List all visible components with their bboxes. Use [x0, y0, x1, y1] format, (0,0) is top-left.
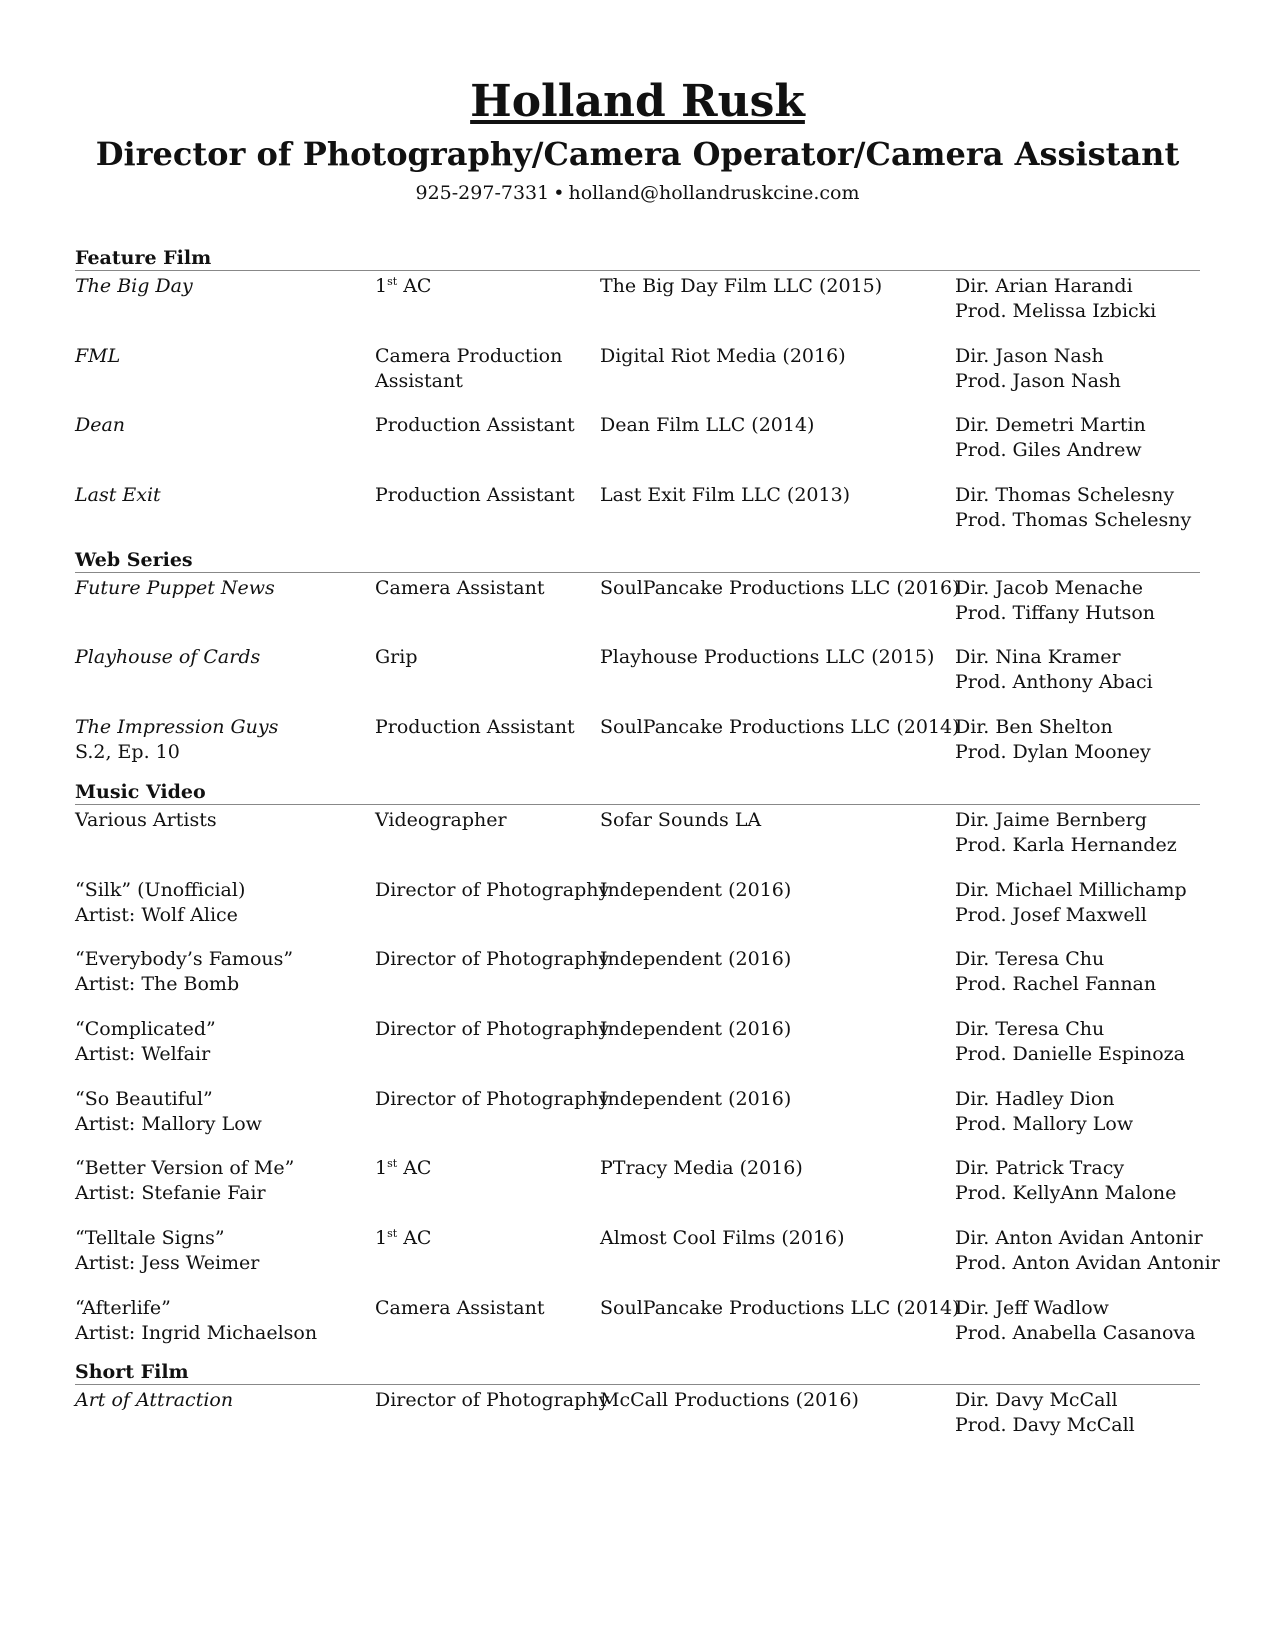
project-subtitle: Artist: Mallory Low [75, 1112, 262, 1135]
role-ordinal: st [387, 1227, 398, 1240]
role-text: Videographer [375, 809, 507, 831]
producer: Prod. Melissa Izbicki [955, 299, 1157, 322]
director: Dir. Teresa Chu [955, 948, 1105, 970]
company: SoulPancake Productions LLC (2014) [600, 716, 960, 738]
director: Dir. Thomas Schelesny [955, 484, 1175, 506]
producer: Prod. Karla Hernandez [955, 833, 1177, 856]
credits-cell [955, 1087, 1205, 1136]
contact-line [0, 180, 1275, 206]
company: SoulPancake Productions LLC (2016) [600, 577, 960, 599]
project-title-cell [75, 274, 365, 299]
project-title: “Everybody’s Famous” [75, 948, 294, 970]
company: Digital Riot Media (2016) [600, 345, 846, 367]
role-text: Director of Photography [375, 1088, 610, 1110]
company: Sofar Sounds LA [600, 809, 762, 831]
project-subtitle: Artist: Welfair [75, 1042, 211, 1065]
project-title-cell [75, 1156, 365, 1205]
role [375, 274, 595, 299]
role-text: Production Assistant [375, 484, 575, 506]
project-subtitle: Artist: Ingrid Michaelson [75, 1321, 318, 1344]
credits-cell [955, 483, 1205, 532]
resume-header [0, 76, 1275, 206]
company: McCall Productions (2016) [600, 1389, 859, 1411]
project-title: Last Exit [75, 484, 161, 506]
director: Dir. Michael Millichamp [955, 879, 1187, 901]
role-text: Production Assistant [375, 716, 575, 738]
role-cell [375, 1017, 610, 1042]
role-cell [375, 576, 595, 601]
director: Dir. Jason Nash [955, 345, 1104, 367]
company: Independent (2016) [600, 1018, 792, 1040]
role [375, 1226, 595, 1251]
role-text: 1 [375, 275, 388, 297]
project-title: “So Beautiful” [75, 1088, 213, 1110]
project-subtitle: Artist: Stefanie Fair [75, 1181, 266, 1204]
project-title-cell [75, 808, 365, 833]
phone-number: 925-297-7331 [415, 182, 550, 204]
role-suffix: AC [397, 275, 432, 297]
project-title: “Complicated” [75, 1018, 216, 1040]
project-title: Art of Attraction [75, 1389, 234, 1411]
section-music-video [75, 780, 1220, 1344]
project-title: “Afterlife” [75, 1297, 171, 1319]
producer: Prod. Mallory Low [955, 1112, 1134, 1135]
producer: Prod. Jason Nash [955, 369, 1121, 392]
role [375, 715, 595, 740]
project-subtitle: Artist: The Bomb [75, 972, 240, 995]
director: Dir. Jeff Wadlow [955, 1297, 1109, 1319]
producer: Prod. Anabella Casanova [955, 1321, 1196, 1344]
email-address: holland@hollandruskcine.com [568, 182, 860, 204]
company: Last Exit Film LLC (2013) [600, 484, 851, 506]
credits-cell [955, 274, 1205, 323]
role [375, 878, 610, 903]
role-cell [375, 413, 595, 438]
role-cell [375, 274, 595, 299]
role [375, 1156, 595, 1181]
director: Dir. Davy McCall [955, 1389, 1118, 1411]
credits-cell [955, 1296, 1205, 1345]
project-title-cell [75, 715, 365, 764]
job-titles: Director of Photography/Camera Operator/Camera Assistant [95, 135, 1180, 173]
company: Independent (2016) [600, 879, 792, 901]
role-text: Camera Assistant [375, 577, 545, 599]
company: Almost Cool Films (2016) [600, 1227, 845, 1249]
director: Dir. Anton Avidan Antonir [955, 1227, 1203, 1249]
director: Dir. Hadley Dion [955, 1088, 1115, 1110]
role [375, 808, 595, 833]
section-feature-film [75, 246, 1200, 531]
role [375, 413, 595, 438]
role [375, 1296, 595, 1321]
role-cell [375, 1226, 595, 1251]
credits-cell [955, 645, 1205, 694]
role-cell [375, 1156, 595, 1181]
producer: Prod. Josef Maxwell [955, 903, 1147, 926]
project-title: “Telltale Signs” [75, 1227, 225, 1249]
project-title-cell [75, 947, 365, 996]
director: Dir. Teresa Chu [955, 1018, 1105, 1040]
project-title-cell [75, 1388, 365, 1413]
section-heading: Feature Film [75, 246, 1200, 271]
role-text: Grip [375, 646, 418, 668]
company: SoulPancake Productions LLC (2014) [600, 1297, 960, 1319]
director: Dir. Ben Shelton [955, 716, 1113, 738]
producer: Prod. Anton Avidan Antonir [955, 1251, 1220, 1274]
role-cell [375, 715, 595, 740]
role-ordinal: st [387, 275, 398, 288]
role-ordinal: st [387, 1157, 398, 1170]
credits-cell [955, 878, 1205, 927]
role-cell [375, 1388, 610, 1413]
person-name: Holland Rusk [470, 76, 805, 127]
role-text: Production Assistant [375, 414, 575, 436]
director: Dir. Nina Kramer [955, 646, 1121, 668]
role-cell [375, 947, 610, 972]
role-text: Director of Photography [375, 1389, 610, 1411]
role-cell [375, 808, 595, 833]
role-continued: Assistant [375, 369, 463, 392]
role-cell [375, 1087, 610, 1112]
project-title-cell [75, 645, 365, 670]
role-text: Camera Assistant [375, 1297, 545, 1319]
project-title-cell [75, 483, 365, 508]
project-title-cell [75, 1226, 365, 1275]
director: Dir. Jacob Menache [955, 577, 1143, 599]
project-title: Various Artists [75, 809, 217, 831]
credits-cell [955, 413, 1205, 462]
project-title: Future Puppet News [75, 577, 275, 599]
credits-cell [955, 1156, 1205, 1205]
section-heading: Music Video [75, 780, 1200, 805]
project-title: Playhouse of Cards [75, 646, 261, 668]
company: Independent (2016) [600, 948, 792, 970]
role-text: Director of Photography [375, 879, 610, 901]
project-title: The Big Day [75, 275, 193, 297]
section-short-film [75, 1360, 1200, 1436]
credits-cell [955, 344, 1205, 393]
role-cell [375, 344, 595, 393]
project-title: FML [75, 345, 121, 367]
project-title: “Better Version of Me” [75, 1157, 295, 1179]
company: The Big Day Film LLC (2015) [600, 275, 883, 297]
project-subtitle: Artist: Jess Weimer [75, 1251, 260, 1274]
role [375, 1017, 610, 1042]
role [375, 1388, 610, 1413]
producer: Prod. Danielle Espinoza [955, 1042, 1185, 1065]
director: Dir. Jaime Bernberg [955, 809, 1147, 831]
producer: Prod. KellyAnn Malone [955, 1181, 1177, 1204]
project-title-cell [75, 1017, 365, 1066]
role-text: 1 [375, 1227, 388, 1249]
project-title-cell [75, 576, 365, 601]
project-subtitle: Artist: Wolf Alice [75, 903, 238, 926]
role-text: Camera Production [375, 345, 563, 367]
producer: Prod. Davy McCall [955, 1413, 1135, 1436]
role [375, 576, 595, 601]
credits-cell [955, 1388, 1205, 1437]
role-suffix: AC [397, 1227, 432, 1249]
credits-cell [955, 1017, 1205, 1066]
role [375, 1087, 610, 1112]
director: Dir. Patrick Tracy [955, 1157, 1125, 1179]
role-cell [375, 878, 610, 903]
project-title-cell [75, 1296, 365, 1345]
project-title: Dean [75, 414, 126, 436]
project-title-cell [75, 1087, 365, 1136]
director: Dir. Demetri Martin [955, 414, 1146, 436]
producer: Prod. Dylan Mooney [955, 740, 1151, 763]
project-title: The Impression Guys [75, 716, 279, 738]
role-text: Director of Photography [375, 948, 610, 970]
project-title: “Silk” (Unofficial) [75, 879, 246, 901]
credits-cell [955, 1226, 1220, 1275]
project-subtitle: S.2, Ep. 10 [75, 740, 180, 763]
company: Independent (2016) [600, 1088, 792, 1110]
project-title-cell [75, 878, 365, 927]
role-cell [375, 1296, 595, 1321]
producer: Prod. Thomas Schelesny [955, 508, 1192, 531]
project-title-cell [75, 344, 365, 369]
producer: Prod. Giles Andrew [955, 438, 1142, 461]
credits-cell [955, 576, 1205, 625]
role [375, 947, 610, 972]
director: Dir. Arian Harandi [955, 275, 1133, 297]
role [375, 344, 595, 369]
role-text: 1 [375, 1157, 388, 1179]
contact-separator: • [553, 182, 565, 204]
role [375, 483, 595, 508]
credits-cell [955, 715, 1205, 764]
producer: Prod. Anthony Abaci [955, 670, 1153, 693]
section-web-series [75, 548, 1200, 763]
company: Dean Film LLC (2014) [600, 414, 815, 436]
role-cell [375, 483, 595, 508]
role-text: Director of Photography [375, 1018, 610, 1040]
producer: Prod. Tiffany Hutson [955, 601, 1156, 624]
credits-cell [955, 808, 1205, 857]
section-heading: Short Film [75, 1360, 1200, 1385]
role-cell [375, 645, 595, 670]
company: PTracy Media (2016) [600, 1157, 803, 1179]
producer: Prod. Rachel Fannan [955, 972, 1157, 995]
credits-cell [955, 947, 1205, 996]
project-title-cell [75, 413, 365, 438]
company: Playhouse Productions LLC (2015) [600, 646, 935, 668]
role-suffix: AC [397, 1157, 432, 1179]
role [375, 645, 595, 670]
section-heading: Web Series [75, 548, 1200, 573]
